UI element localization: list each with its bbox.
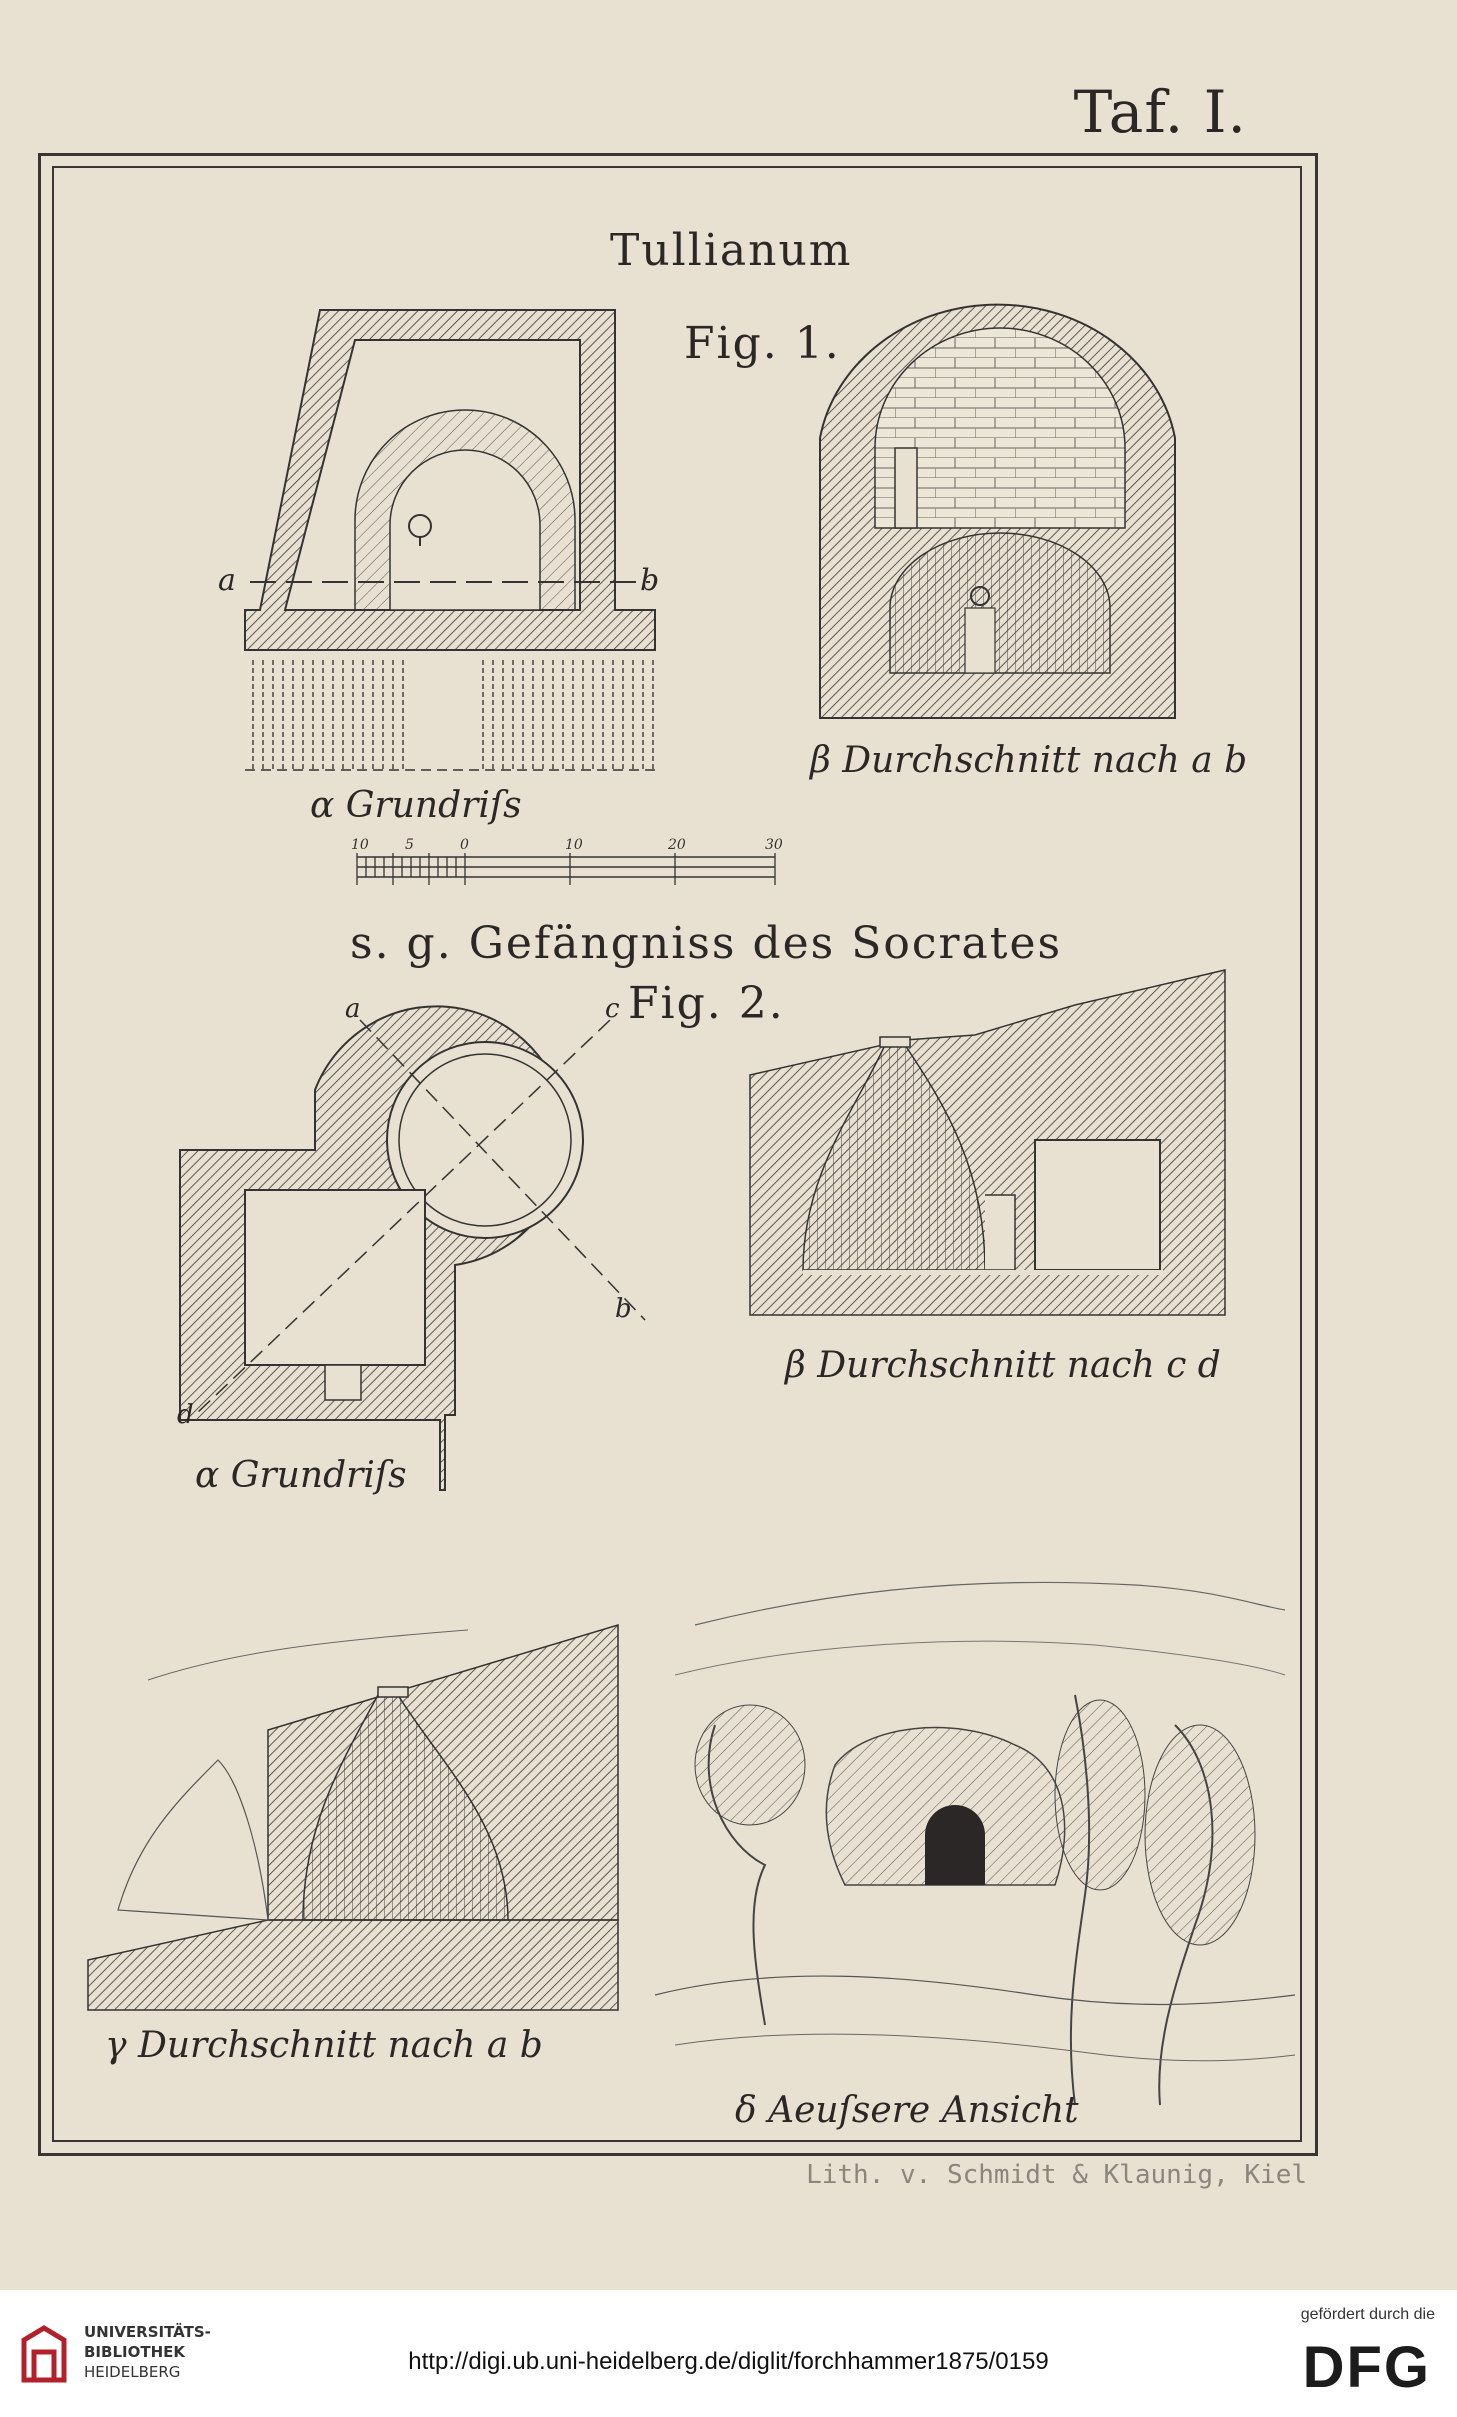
scale-label-10-left: 10	[351, 837, 369, 853]
fig2-plan-letter-d: d	[177, 1400, 194, 1430]
fig1-label: Fig. 1.	[684, 318, 841, 369]
fig1-plan-letter-a: a	[218, 563, 236, 598]
fig2-title: s. g. Gefängniss des Socrates	[350, 918, 1063, 969]
fig1-alpha-caption: α Grundriſs	[310, 785, 522, 826]
sponsor-label: gefördert durch die	[1300, 2306, 1435, 2323]
scale-label-0: 0	[460, 837, 469, 853]
fig2-label: Fig. 2.	[628, 978, 785, 1029]
fig2-exterior-view-drawing	[655, 1565, 1295, 2125]
fig2-alpha-caption: α Grundriſs	[195, 1455, 407, 1496]
fig1-section-drawing	[815, 278, 1180, 718]
digitization-footer	[0, 2290, 1457, 2417]
fig2-plan-letter-b: b	[615, 1294, 632, 1324]
permalink-url[interactable]: http://digi.ub.uni-heidelberg.de/diglit/forchhammer1875/0159	[408, 2348, 1049, 2375]
library-line-2: BIBLIOTHEK	[84, 2343, 185, 2361]
lithographer-credit: Lith. v. Schmidt & Klaunig, Kiel	[806, 2160, 1307, 2190]
fig2-gamma-caption: γ Durchschnitt nach a b	[105, 2025, 543, 2066]
library-line-3: HEIDELBERG	[84, 2363, 181, 2381]
fig1-plan-letter-b: b	[640, 563, 660, 598]
fig2-delta-caption: δ Aeuſsere Ansicht	[735, 2090, 1079, 2131]
fig1-beta-caption: β Durchschnitt nach a b	[810, 740, 1248, 781]
scale-label-10: 10	[565, 837, 583, 853]
fig1-plan-drawing	[218, 300, 660, 780]
plate-number: Taf. I.	[1073, 78, 1247, 146]
library-line-1: UNIVERSITÄTS-	[84, 2323, 211, 2341]
fig1-title: Tullianum	[610, 225, 853, 276]
fig2-section-cd-drawing	[745, 965, 1230, 1315]
fig2-beta-caption: β Durchschnitt nach c d	[785, 1345, 1221, 1386]
fig2-section-ab-drawing	[88, 1620, 623, 2010]
scale-label-20: 20	[668, 837, 686, 853]
fig2-plan-letter-a: a	[345, 994, 361, 1024]
scale-label-30: 30	[765, 837, 783, 853]
dfg-logo: DFG	[1302, 2335, 1431, 2400]
fig2-plan-letter-c: c	[605, 994, 620, 1024]
fig1-scale-bar	[351, 835, 785, 895]
scale-label-5: 5	[405, 837, 414, 853]
fig2-plan-drawing	[175, 995, 635, 1490]
